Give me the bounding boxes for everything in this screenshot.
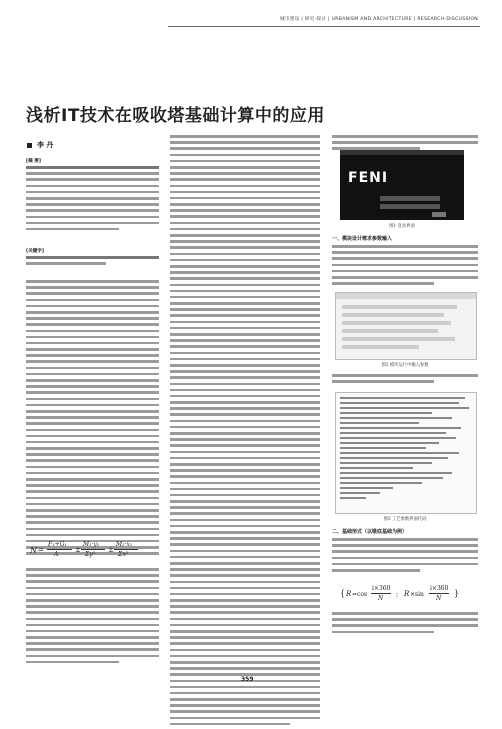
middle-column <box>170 135 320 729</box>
section-2 <box>332 528 478 575</box>
author-line <box>27 140 53 150</box>
author-name: 李 丹 <box>37 141 54 149</box>
figure-2-parameter-input <box>335 292 477 360</box>
header-rule <box>168 26 480 27</box>
figure-1-username-field <box>380 196 440 201</box>
article-title: 浅析IT技术在吸收塔基础计算中的应用 <box>26 106 325 126</box>
formula-1: N = F₁+G₁ A ± M₁·y₁ Σy² ± M₂·x₁ Σx² <box>30 541 133 558</box>
formula-2: { R =cos i×360 N ; R ×sin i×360 N } <box>340 585 460 602</box>
keywords-block <box>26 248 159 268</box>
right-column-bottom <box>332 612 478 637</box>
author-marker-icon <box>27 143 32 148</box>
section-1 <box>332 235 478 288</box>
abstract-block <box>26 158 159 234</box>
figure-1-brand: FENI <box>348 170 389 186</box>
formula-2-lhs-left: R <box>346 590 352 598</box>
running-header <box>0 12 502 32</box>
figure-1-caption: 图1 登录界面 <box>389 224 415 229</box>
figure-1-login-screen <box>340 150 464 220</box>
section-1-heading: 一、模块设计需求参数输入 <box>332 236 393 242</box>
left-column-body <box>26 280 159 558</box>
figure-2-titlebar <box>336 293 476 299</box>
right-column-mid <box>332 374 478 386</box>
formula-1-lhs: N <box>30 546 37 555</box>
figure-1-password-field <box>380 204 440 209</box>
page-number: 359 <box>241 676 254 683</box>
left-column-tail <box>26 568 159 667</box>
keywords-label: [关键字] <box>26 249 44 254</box>
figure-3-code-listing <box>335 392 477 514</box>
figure-2-caption: 图2 模块运行中输入参数 <box>381 363 429 368</box>
figure-3-caption: 图3 工艺参数界面代码 <box>383 517 427 522</box>
figure-1-login-button <box>432 212 446 217</box>
running-head-text: 城市建设 | 研究·探讨 | URBANISM AND ARCHITECTURE | RESEARCH-DISCUSSION <box>279 17 478 22</box>
formula-2-lhs-right: R <box>404 590 410 598</box>
abstract-label: [摘 要] <box>26 159 41 164</box>
figure-1-titlebar <box>340 150 464 155</box>
section-2-heading: 二、基础形式（以锥底基础为例） <box>332 529 408 535</box>
